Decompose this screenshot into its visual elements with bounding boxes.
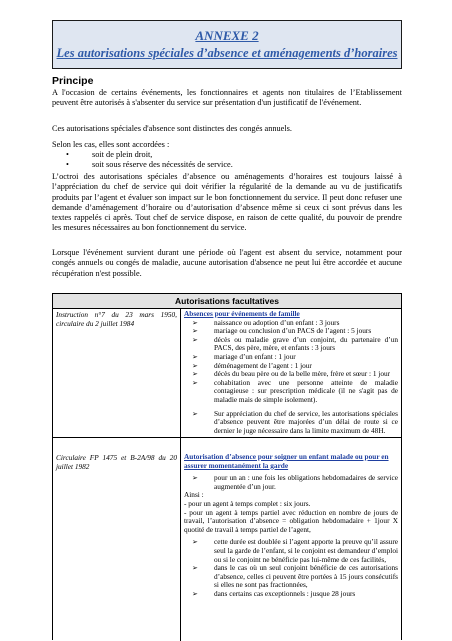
paragraph-octroi: L’octroi des autorisations spéciales d’absence ou aménagements d’horaires est toujours laissé à l’appréciation du chef de service qui doit vérifier la régularité de la demande au vu de justificatifs produits par l’agent et évaluer son impact sur le bon fonctionnement du service. Il peut donc refuser une demande d’aménagement d’horaire ou d’autorisation d’absence même si ceux ci sont prévus dans les textes rappelés ci après. Tout chef de service dispose, en raison de cette qualité, du pouvoir de prendre les mesures nécessaires au bon fonctionnement du service. bbox=[52, 172, 402, 233]
text-line: Ainsi : bbox=[184, 490, 204, 500]
section-title: Principe bbox=[52, 75, 94, 87]
arrow-list bbox=[184, 319, 398, 436]
annex-header bbox=[52, 20, 402, 69]
row-reference: Circulaire FP 1475 et B-2A/98 du 20 juillet 1982 bbox=[56, 453, 177, 471]
list-item: • soit de plein droit, bbox=[62, 150, 382, 160]
text-line: - pour un agent à temps partiel avec réduction en nombre de jours de travail, l’autorisation d’absence = obligation hebdomadaire + 1jour X quotité de travail à temps partiel de l’agent, bbox=[184, 507, 398, 534]
paragraph-intro: A l'occasion de certains événements, les fonctionnaires et agents non titulaires de l’Etablissement peuvent être autorisés à s'absenter du service sur présentation d'un justificatif de l'événement. bbox=[52, 88, 402, 108]
arrow-list bbox=[184, 538, 398, 598]
text-line: - pour un agent à temps complet : six jours. bbox=[184, 498, 311, 508]
list-item: ➢ cohabitation avec une personne atteinte de maladie contagieuse : sur prescription médicale (il ne s'agit pas de maladie mais de simple isolement). bbox=[184, 379, 398, 405]
paragraph-event: Lorsque l'événement survient durant une période où l'agent est absent du service, notamment pour congés annuels ou congés de maladie, aucune autorisation d'absence ne peut lui être accordée et aucune récupération n'est possible. bbox=[52, 248, 402, 278]
list-item: ➢ cette durée est doublée si l’agent apporte la preuve qu’il assure seul la garde de l’enfant, si le conjoint est demandeur d’emploi ou si le conjoint ne bénéficie pas lui-même de ces facilités, bbox=[184, 538, 398, 564]
table-cell bbox=[184, 310, 398, 435]
list-item: ➢ dans le cas où un seul conjoint bénéficie de ces autorisations d’absence, celles ci peuvent être portées à 15 jours consécutifs si elles ne sont pas fractionnées, bbox=[184, 564, 398, 590]
cell-subheading: Absences pour événements de famille bbox=[184, 309, 300, 318]
table-header: Autorisations facultatives bbox=[53, 294, 401, 309]
list-item: ➢ mariage ou conclusion d’un PACS de l’agent : 5 jours bbox=[184, 327, 398, 336]
annex-title: ANNEXE 2 bbox=[195, 28, 259, 43]
row-divider bbox=[53, 437, 401, 438]
column-divider bbox=[180, 308, 181, 641]
list-item: ➢ mariage d’un enfant : 1 jour bbox=[184, 353, 398, 362]
list-item: ➢ décès du beau père ou de la belle mère, frère et sœur : 1 jour bbox=[184, 370, 398, 379]
list-item: ➢ naissance ou adoption d’un enfant : 3 jours bbox=[184, 319, 398, 328]
cell-subheading: Autorisation d’absence pour soigner un enfant malade ou pour en assurer momentanément la garde bbox=[184, 452, 389, 470]
list-item: ➢ pour un an : une fois les obligations hebdomadaires de service augmentée d’un jour. bbox=[184, 474, 398, 491]
list-item: ➢ déménagement de l’agent : 1 jour bbox=[184, 362, 398, 371]
authorizations-table bbox=[52, 293, 402, 640]
list-item: • soit sous réserve des nécessités de service. bbox=[62, 160, 382, 170]
arrow-list bbox=[184, 474, 398, 491]
list-item: ➢ décès ou maladie grave d’un conjoint, du partenaire d’un PACS, des père, mère, et enfants : 3 jours bbox=[184, 336, 398, 353]
row-reference: Instruction n°7 du 23 mars 1950, circulaire du 2 juillet 1984 bbox=[56, 310, 177, 328]
cases-list bbox=[62, 150, 382, 171]
paragraph-distinct: Ces autorisations spéciales d'absence sont distinctes des congés annuels. bbox=[52, 124, 292, 133]
list-item: ➢ dans certains cas exceptionnels : jusque 28 jours bbox=[184, 590, 398, 599]
table-cell bbox=[184, 453, 398, 599]
list-item: ➢ Sur appréciation du chef de service, les autorisations spéciales d’absence peuvent être majorées d’un délai de route si ce dernier le juge nécessaire dans la limite maximum de 48H. bbox=[184, 410, 398, 436]
annex-subtitle: Les autorisations spéciales d’absence et aménagements d’horaires bbox=[56, 46, 398, 60]
paragraph-cases: Selon les cas, elles sont accordées : bbox=[52, 140, 170, 149]
